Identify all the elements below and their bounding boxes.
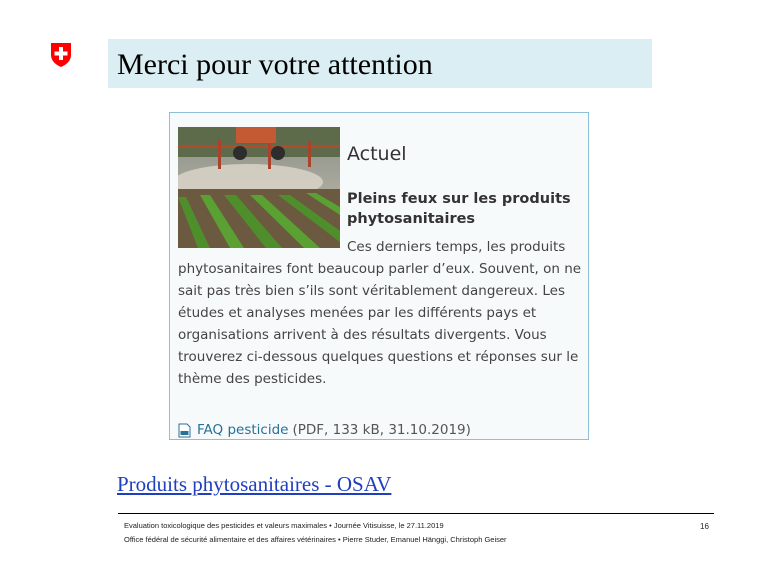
pdf-icon — [178, 423, 191, 438]
footer-event-line: Evaluation toxicologique des pesticides et valeurs maximales • Journée Vitisuisse, le 27.11.2019 — [124, 521, 444, 530]
faq-pesticide-link[interactable] — [178, 420, 471, 440]
page-number: 16 — [700, 522, 709, 531]
card-body-line: thème des pesticides. — [178, 371, 327, 387]
faq-link-meta: (PDF, 133 kB, 31.10.2019) — [292, 422, 471, 438]
title-box — [108, 39, 652, 88]
card-body-line: sait pas très bien s’ils sont véritablement dangereux. Les — [178, 283, 566, 299]
card-heading: Actuel — [347, 143, 407, 165]
card-photo — [178, 127, 340, 248]
card-body-line: études et analyses menées par les différents pays et — [178, 305, 537, 321]
faq-link-label[interactable]: FAQ pesticide — [197, 422, 289, 438]
card-body-line: organisations arrivent à des résultats divergents. Vous — [178, 327, 547, 343]
card-body-line: trouverez ci-dessous quelques questions et réponses sur le — [178, 349, 579, 365]
slide-title: Merci pour votre attention — [117, 48, 433, 81]
card-subtitle: Pleins feux sur les produits phytosanitaires — [347, 191, 571, 227]
news-card — [169, 112, 589, 440]
swiss-cross-icon — [50, 42, 72, 68]
footer-office-line: Office fédéral de sécurité alimentaire et des affaires vétérinaires • Pierre Studer, Emanuel Hänggi, Christoph Geiser — [124, 535, 507, 544]
footer-divider — [118, 513, 714, 514]
osav-source-link[interactable]: Produits phytosanitaires - OSAV — [117, 472, 392, 496]
card-body-line: Ces derniers temps, les produits — [347, 239, 566, 255]
card-body-line: phytosanitaires font beaucoup parler d’eux. Souvent, on ne — [178, 261, 582, 277]
